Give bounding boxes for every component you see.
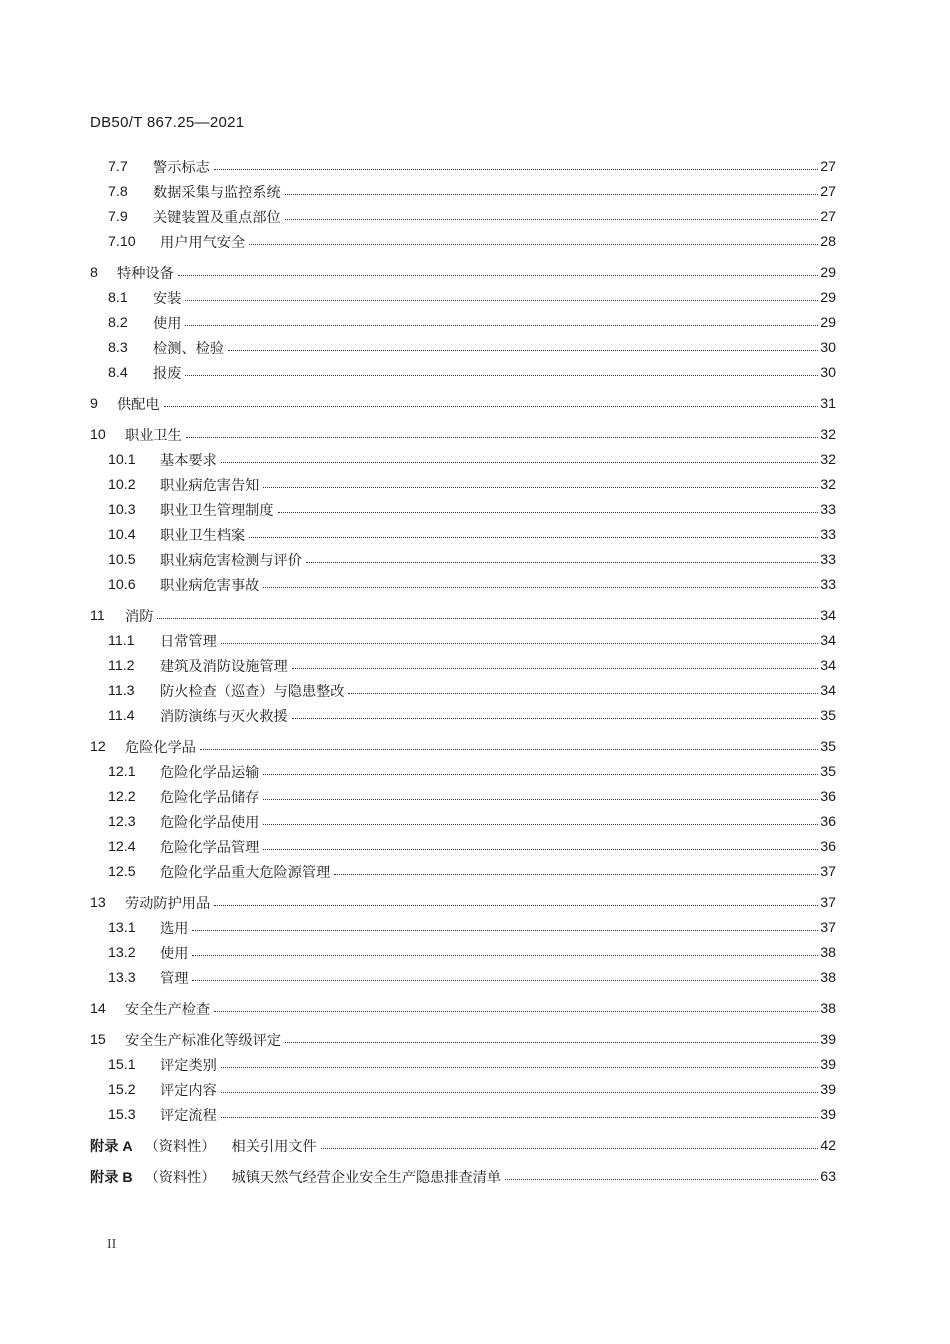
toc-entry-number: 15.3 <box>108 1106 136 1123</box>
toc-entry-number: 12.4 <box>108 838 136 855</box>
toc-section-entry[interactable] <box>90 310 836 335</box>
toc-section-entry[interactable] <box>90 335 836 360</box>
toc-entry-page: 32 <box>820 451 836 468</box>
toc-entry-page: 34 <box>820 657 836 674</box>
toc-entry-title: 特种设备 <box>117 265 174 282</box>
toc-entry-page: 39 <box>820 1031 836 1048</box>
toc-section-entry[interactable] <box>90 859 836 884</box>
toc-entry-title: 基本要求 <box>160 452 217 469</box>
toc-entry-number: 7.10 <box>108 233 136 250</box>
toc-leader-dots <box>185 325 818 326</box>
toc-leader-dots <box>334 874 818 875</box>
toc-entry-title: 职业病危害检测与评价 <box>160 552 302 569</box>
toc-entry-page: 27 <box>820 183 836 200</box>
toc-entry-page: 32 <box>820 426 836 443</box>
toc-leader-dots <box>263 587 818 588</box>
toc-leader-dots <box>221 462 818 463</box>
toc-entry-title: 评定流程 <box>160 1107 217 1124</box>
toc-entry-number: 13.3 <box>108 969 136 986</box>
toc-leader-dots <box>214 1011 818 1012</box>
toc-entry-title: 危险化学品运输 <box>160 764 260 781</box>
toc-entry-page: 39 <box>820 1056 836 1073</box>
toc-entry-title: 职业卫生档案 <box>160 527 246 544</box>
toc-entry-title: 职业卫生 <box>125 427 182 444</box>
toc-entry-number: 9 <box>90 395 98 412</box>
toc-entry-number: 11.3 <box>108 682 135 699</box>
toc-section-entry[interactable] <box>90 703 836 728</box>
toc-entry-number: 12.2 <box>108 788 136 805</box>
toc-entry-number: 8.2 <box>108 314 128 331</box>
toc-section-entry[interactable] <box>90 759 836 784</box>
toc-section-entry[interactable] <box>90 285 836 310</box>
toc-entry-number: 7.7 <box>108 158 128 175</box>
toc-appendix-entry[interactable] <box>90 1164 836 1189</box>
toc-entry-title: 关键装置及重点部位 <box>153 209 281 226</box>
toc-leader-dots <box>192 930 818 931</box>
toc-chapter-entry[interactable] <box>90 603 836 628</box>
toc-entry-number: 10.4 <box>108 526 136 543</box>
toc-entry-page: 36 <box>820 838 836 855</box>
toc-entry-page: 35 <box>820 707 836 724</box>
toc-section-entry[interactable] <box>90 809 836 834</box>
toc-entry-number: 11.2 <box>108 657 135 674</box>
toc-leader-dots <box>306 562 818 563</box>
toc-entry-number: 11 <box>90 607 105 624</box>
toc-entry-number: 13.2 <box>108 944 136 961</box>
toc-entry-title: 安全生产检查 <box>125 1001 211 1018</box>
toc-entry-title: 消防演练与灭火救援 <box>160 708 288 725</box>
toc-entry-number: 12.5 <box>108 863 136 880</box>
toc-section-entry[interactable] <box>90 628 836 653</box>
toc-section-entry[interactable] <box>90 572 836 597</box>
toc-entry-page: 29 <box>820 264 836 281</box>
toc-leader-dots <box>186 437 818 438</box>
toc-chapter-entry[interactable] <box>90 890 836 915</box>
toc-section-entry[interactable] <box>90 447 836 472</box>
toc-section-entry[interactable] <box>90 1102 836 1127</box>
toc-entry-title: 消防 <box>125 608 154 625</box>
appendix-page: 42 <box>820 1137 836 1154</box>
toc-entry-number: 8.1 <box>108 289 128 306</box>
toc-entry-number: 10 <box>90 426 106 443</box>
toc-entry-title: 危险化学品使用 <box>160 814 260 831</box>
toc-entry-title: 供配电 <box>117 396 160 413</box>
toc-leader-dots <box>505 1179 818 1180</box>
toc-entry-page: 38 <box>820 944 836 961</box>
toc-leader-dots <box>263 774 818 775</box>
toc-leader-dots <box>214 905 818 906</box>
toc-entry-page: 37 <box>820 894 836 911</box>
toc-entry-page: 27 <box>820 158 836 175</box>
toc-entry-number: 11.4 <box>108 707 135 724</box>
toc-entry-page: 34 <box>820 682 836 699</box>
toc-entry-number: 13 <box>90 894 106 911</box>
toc-entry-page: 37 <box>820 919 836 936</box>
toc-entry-number: 15.1 <box>108 1056 136 1073</box>
toc-section-entry[interactable] <box>90 204 836 229</box>
toc-entry-title: 警示标志 <box>153 159 210 176</box>
toc-entry-number: 14 <box>90 1000 106 1017</box>
toc-section-entry[interactable] <box>90 915 836 940</box>
toc-leader-dots <box>263 849 818 850</box>
toc-section-entry[interactable] <box>90 360 836 385</box>
toc-leader-dots <box>321 1148 819 1149</box>
toc-entry-number: 10.1 <box>108 451 136 468</box>
toc-appendix-entry[interactable] <box>90 1133 836 1158</box>
toc-entry-page: 39 <box>820 1081 836 1098</box>
toc-chapter-entry[interactable] <box>90 422 836 447</box>
toc-entry-page: 35 <box>820 738 836 755</box>
toc-entry-number: 10.3 <box>108 501 136 518</box>
toc-leader-dots <box>178 275 818 276</box>
toc-section-entry[interactable] <box>90 834 836 859</box>
toc-leader-dots <box>185 375 818 376</box>
toc-section-entry[interactable] <box>90 179 836 204</box>
toc-chapter-entry[interactable] <box>90 260 836 285</box>
toc-leader-dots <box>221 1067 818 1068</box>
toc-entry-title: 危险化学品重大危险源管理 <box>160 864 331 881</box>
toc-entry-number: 7.9 <box>108 208 128 225</box>
toc-entry-page: 36 <box>820 788 836 805</box>
toc-entry-page: 33 <box>820 551 836 568</box>
toc-entry-number: 10.2 <box>108 476 136 493</box>
toc-entry-number: 12.3 <box>108 813 136 830</box>
toc-section-entry[interactable] <box>90 653 836 678</box>
toc-entry-title: 建筑及消防设施管理 <box>160 658 288 675</box>
toc-entry-title: 管理 <box>160 970 189 987</box>
toc-entry-number: 10.6 <box>108 576 136 593</box>
toc-entry-number: 13.1 <box>108 919 136 936</box>
toc-section-entry[interactable] <box>90 497 836 522</box>
toc-section-entry[interactable] <box>90 154 836 179</box>
toc-entry-page: 30 <box>820 339 836 356</box>
toc-entry-page: 30 <box>820 364 836 381</box>
toc-entry-page: 38 <box>820 969 836 986</box>
toc-entry-title: 安全生产标准化等级评定 <box>125 1032 282 1049</box>
toc-entry-title: 危险化学品储存 <box>160 789 260 806</box>
toc-entry-number: 8 <box>90 264 98 281</box>
appendix-title: 城镇天然气经营企业安全生产隐患排查清单 <box>231 1169 502 1186</box>
toc-section-entry[interactable] <box>90 229 836 254</box>
toc-entry-title: 安装 <box>153 290 182 307</box>
toc-entry-title: 危险化学品 <box>125 739 196 756</box>
toc-entry-page: 33 <box>820 526 836 543</box>
toc-leader-dots <box>278 512 819 513</box>
toc-section-entry[interactable] <box>90 965 836 990</box>
toc-entry-page: 33 <box>820 576 836 593</box>
toc-leader-dots <box>185 300 818 301</box>
appendix-label: 附录 B <box>90 1169 133 1186</box>
toc-leader-dots <box>200 749 818 750</box>
toc-entry-title: 职业卫生管理制度 <box>160 502 274 519</box>
page-number-footer: II <box>107 1237 117 1252</box>
toc-section-entry[interactable] <box>90 1077 836 1102</box>
toc-entry-title: 职业病危害事故 <box>160 577 260 594</box>
toc-section-entry[interactable] <box>90 678 836 703</box>
toc-entry-page: 39 <box>820 1106 836 1123</box>
toc-leader-dots <box>192 980 818 981</box>
toc-leader-dots <box>221 643 818 644</box>
toc-entry-page: 32 <box>820 476 836 493</box>
table-of-contents <box>90 154 836 1189</box>
toc-leader-dots <box>292 668 819 669</box>
toc-entry-page: 35 <box>820 763 836 780</box>
toc-entry-title: 选用 <box>160 920 189 937</box>
toc-entry-page: 29 <box>820 314 836 331</box>
toc-leader-dots <box>249 537 818 538</box>
toc-entry-number: 12 <box>90 738 106 755</box>
toc-leader-dots <box>221 1092 818 1093</box>
toc-entry-title: 评定类别 <box>160 1057 217 1074</box>
toc-entry-page: 33 <box>820 501 836 518</box>
toc-entry-page: 29 <box>820 289 836 306</box>
toc-leader-dots <box>285 194 819 195</box>
toc-leader-dots <box>263 487 818 488</box>
toc-leader-dots <box>221 1117 818 1118</box>
toc-entry-title: 劳动防护用品 <box>125 895 211 912</box>
toc-entry-title: 职业病危害告知 <box>160 477 260 494</box>
toc-entry-page: 38 <box>820 1000 836 1017</box>
toc-leader-dots <box>348 693 818 694</box>
appendix-label: 附录 A <box>90 1138 133 1155</box>
toc-entry-number: 11.1 <box>108 632 135 649</box>
toc-leader-dots <box>263 799 818 800</box>
toc-entry-number: 7.8 <box>108 183 128 200</box>
appendix-note: （资料性） <box>144 1169 216 1186</box>
toc-entry-number: 15 <box>90 1031 106 1048</box>
toc-entry-page: 37 <box>820 863 836 880</box>
toc-chapter-entry[interactable] <box>90 1027 836 1052</box>
toc-leader-dots <box>249 244 818 245</box>
toc-leader-dots <box>192 955 818 956</box>
toc-entry-page: 28 <box>820 233 836 250</box>
toc-entry-page: 34 <box>820 632 836 649</box>
toc-leader-dots <box>263 824 818 825</box>
toc-section-entry[interactable] <box>90 940 836 965</box>
toc-entry-title: 使用 <box>153 315 182 332</box>
toc-entry-page: 34 <box>820 607 836 624</box>
toc-entry-title: 日常管理 <box>160 633 217 650</box>
toc-leader-dots <box>228 350 818 351</box>
toc-entry-page: 31 <box>820 395 836 412</box>
toc-entry-title: 评定内容 <box>160 1082 217 1099</box>
toc-chapter-entry[interactable] <box>90 734 836 759</box>
appendix-note: （资料性） <box>144 1138 216 1155</box>
toc-section-entry[interactable] <box>90 1052 836 1077</box>
toc-entry-title: 使用 <box>160 945 189 962</box>
toc-chapter-entry[interactable] <box>90 391 836 416</box>
toc-entry-page: 27 <box>820 208 836 225</box>
toc-entry-number: 12.1 <box>108 763 136 780</box>
toc-section-entry[interactable] <box>90 784 836 809</box>
toc-entry-title: 危险化学品管理 <box>160 839 260 856</box>
toc-entry-title: 数据采集与监控系统 <box>153 184 281 201</box>
toc-leader-dots <box>285 1042 818 1043</box>
toc-entry-title: 用户用气安全 <box>160 234 246 251</box>
toc-entry-title: 报废 <box>153 365 182 382</box>
toc-entry-title: 检测、检验 <box>153 340 224 357</box>
toc-entry-number: 10.5 <box>108 551 136 568</box>
toc-entry-title: 防火检查（巡查）与隐患整改 <box>160 683 345 700</box>
toc-entry-number: 15.2 <box>108 1081 136 1098</box>
toc-entry-page: 36 <box>820 813 836 830</box>
document-code-header: DB50/T 867.25—2021 <box>90 114 245 131</box>
toc-leader-dots <box>214 169 818 170</box>
toc-section-entry[interactable] <box>90 547 836 572</box>
toc-leader-dots <box>285 219 819 220</box>
toc-leader-dots <box>164 406 819 407</box>
toc-entry-number: 8.4 <box>108 364 128 381</box>
toc-section-entry[interactable] <box>90 472 836 497</box>
appendix-title: 相关引用文件 <box>231 1138 317 1155</box>
toc-entry-number: 8.3 <box>108 339 128 356</box>
toc-section-entry[interactable] <box>90 522 836 547</box>
toc-leader-dots <box>157 618 818 619</box>
appendix-page: 63 <box>820 1168 836 1185</box>
toc-chapter-entry[interactable] <box>90 996 836 1021</box>
toc-leader-dots <box>292 718 819 719</box>
